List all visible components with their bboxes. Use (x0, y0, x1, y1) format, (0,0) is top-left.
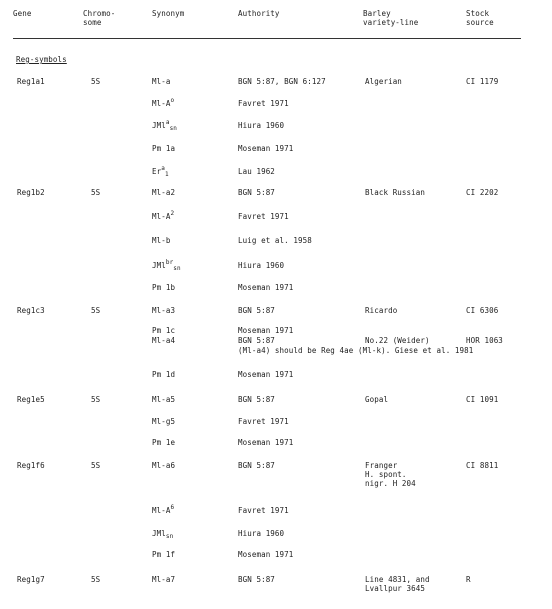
synonym (152, 417, 175, 426)
gene-symbol: Reg1g7 (17, 575, 45, 584)
header-synonym: Synonym (152, 9, 185, 18)
synonym (152, 506, 174, 515)
barley-variety: Line 4831, and Lvallpur 3645 (365, 575, 430, 593)
stock-source: R (466, 575, 471, 584)
header-chromosome: Chromo- some (83, 9, 116, 27)
header-authority: Authority (238, 9, 280, 18)
stock-source: CI 1179 (466, 77, 499, 86)
authority: Favret 1971 (238, 99, 289, 108)
synonym-text: JMl (152, 529, 166, 538)
synonym (152, 575, 175, 584)
synonym (152, 167, 169, 176)
synonym (152, 326, 175, 335)
authority: Favret 1971 (238, 212, 289, 221)
synonym-superscript: a (161, 165, 165, 172)
barley-variety: Algerian (365, 77, 402, 86)
authority: Moseman 1971 (238, 326, 294, 335)
authority: BGN 5:87, BGN 6:127 (238, 77, 326, 86)
chromosome: 5S (91, 306, 101, 315)
barley-variety: Ricardo (365, 306, 398, 315)
authority: BGN 5:87 (238, 395, 275, 404)
synonym (152, 77, 170, 86)
gene-symbol: Reg1c3 (17, 306, 45, 315)
header-variety: Barley variety-line (363, 9, 419, 27)
synonym-superscript: a (165, 119, 170, 126)
authority: Moseman 1971 (238, 550, 294, 559)
synonym-text: Er (152, 167, 162, 176)
row-note: (Ml-a4) should be Reg 4ae (Ml-k). Giese et al. 1981 (238, 346, 474, 355)
synonym-text: JMl (152, 121, 166, 130)
gene-symbol: Reg1f6 (17, 461, 45, 470)
authority: BGN 5:87 (238, 461, 275, 470)
synonym (152, 188, 175, 197)
synonym-text: Ml-g5 (152, 417, 176, 426)
synonym-superscript: 6 (170, 504, 175, 511)
synonym-superscript: br (165, 259, 174, 266)
synonym-text: Ml-a (152, 77, 171, 86)
authority: Hiura 1960 (238, 529, 285, 538)
synonym-text: Ml-b (152, 236, 171, 245)
header-rule (13, 38, 521, 39)
synonym-text: Pm 1d (152, 370, 176, 379)
gene-symbol: Reg1b2 (17, 188, 45, 197)
barley-variety: Gopal (365, 395, 389, 404)
chromosome: 5S (91, 395, 101, 404)
synonym-superscript: o (170, 97, 175, 104)
synonym (152, 99, 174, 108)
synonym (152, 261, 181, 270)
chromosome: 5S (91, 77, 101, 86)
gene-symbol: Reg1e5 (17, 395, 45, 404)
authority: BGN 5:87 (238, 306, 275, 315)
synonym-subscript: 1 (164, 171, 169, 178)
synonym-text: Ml-A (152, 506, 171, 515)
authority: Luig et al. 1958 (238, 236, 312, 245)
synonym-text: Pm 1c (152, 326, 176, 335)
synonym (152, 212, 174, 221)
chromosome: 5S (91, 461, 101, 470)
authority: Moseman 1971 (238, 370, 294, 379)
stock-source: CI 1091 (466, 395, 499, 404)
barley-variety: Black Russian (365, 188, 425, 197)
synonym-text: Ml-a7 (152, 575, 176, 584)
authority: Hiura 1960 (238, 121, 285, 130)
synonym (152, 283, 175, 292)
authority: Favret 1971 (238, 506, 289, 515)
synonym-superscript: 2 (170, 210, 175, 217)
synonym (152, 550, 175, 559)
authority: BGN 5:87 (238, 188, 275, 197)
synonym-text: Ml-A (152, 212, 171, 221)
synonym-text: Pm 1b (152, 283, 176, 292)
header-stock-source: Stock source (466, 9, 494, 27)
authority: BGN 5:87 (238, 575, 275, 584)
synonym (152, 306, 175, 315)
barley-variety: No.22 (Weider) (365, 336, 430, 345)
barley-variety: Franger H. spont. nigr. H 204 (365, 461, 416, 488)
chromosome: 5S (91, 575, 101, 584)
synonym-text: Ml-A (152, 99, 171, 108)
synonym-text: Ml-a6 (152, 461, 176, 470)
synonym-text: Ml-a3 (152, 306, 176, 315)
synonym-text: Ml-a2 (152, 188, 176, 197)
synonym (152, 144, 175, 153)
gene-symbol: Reg1a1 (17, 77, 45, 86)
synonym-subscript: sn (165, 533, 174, 540)
synonym (152, 438, 175, 447)
synonym-text: Pm 1e (152, 438, 176, 447)
authority: Moseman 1971 (238, 438, 294, 447)
synonym-text: Ml-a4 (152, 336, 176, 345)
authority: Hiura 1960 (238, 261, 285, 270)
authority: Moseman 1971 (238, 144, 294, 153)
synonym (152, 236, 170, 245)
synonym-subscript: sn (173, 265, 181, 272)
synonym (152, 461, 175, 470)
synonym (152, 336, 175, 345)
authority: Moseman 1971 (238, 283, 294, 292)
stock-source: HOR 1063 (466, 336, 503, 345)
synonym (152, 529, 173, 538)
authority: Favret 1971 (238, 417, 289, 426)
chromosome: 5S (91, 188, 101, 197)
stock-source: CI 8811 (466, 461, 499, 470)
synonym-text: Ml-a5 (152, 395, 176, 404)
synonym (152, 395, 175, 404)
synonym (152, 121, 177, 130)
synonym (152, 370, 175, 379)
authority: BGN 5:87 (238, 336, 275, 345)
authority: Lau 1962 (238, 167, 275, 176)
header-gene: Gene (13, 9, 32, 18)
stock-source: CI 2202 (466, 188, 499, 197)
synonym-subscript: sn (169, 125, 178, 132)
section-title: Reg-symbols (16, 55, 67, 64)
synonym-text: JMl (152, 261, 166, 270)
stock-source: CI 6306 (466, 306, 499, 315)
synonym-text: Pm 1a (152, 144, 176, 153)
synonym-text: Pm 1f (152, 550, 176, 559)
